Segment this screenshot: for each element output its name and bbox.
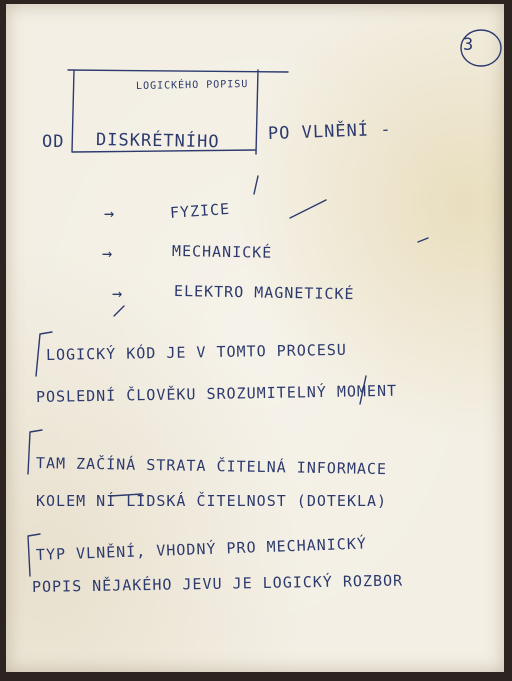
- header-suffix: PO VLNĚNÍ -: [267, 119, 392, 144]
- list-arrow-3: →: [112, 284, 124, 304]
- header-boxed-word: DISKRÉTNÍHO: [95, 130, 220, 153]
- handwritten-note-page: [6, 4, 504, 672]
- page-number: 3: [463, 35, 475, 55]
- stray-mark-3: [418, 238, 428, 242]
- ink-strokes: [6, 4, 504, 672]
- paragraph-2-line-2: KOLEM NÍ LIDSKÁ ČITELNOST (DOTEKLA): [36, 492, 388, 510]
- list-item-2: MECHANICKÉ: [171, 242, 273, 262]
- list-arrow-2: →: [102, 244, 114, 264]
- paragraph-2-line-1: TAM ZAČÍNÁ STRATA ČITELNÁ INFORMACE: [35, 454, 388, 479]
- list-arrow-1: →: [104, 204, 116, 224]
- stray-mark-4: [114, 306, 124, 316]
- header-annotation: LOGICKÉHO POPISU: [135, 79, 249, 92]
- stray-mark-2: [290, 200, 326, 218]
- paragraph-1-line-2: POSLEDNÍ ČLOVĚKU SROZUMITELNÝ MOMENT: [35, 381, 398, 406]
- header-prefix: OD: [42, 132, 65, 152]
- list-item-1: FYZICE: [169, 199, 231, 222]
- paragraph-1-line-1: LOGICKÝ KÓD JE V TOMTO PROCESU: [45, 340, 348, 364]
- paragraph-3-line-1: TYP VLNĚNÍ, VHODNÝ PRO MECHANICKÝ: [35, 534, 368, 564]
- stray-mark-1: [254, 176, 258, 194]
- list-item-3: ELEKTRO MAGNETICKÉ: [173, 282, 355, 304]
- paragraph-3-line-2: POPIS NĚJAKÉHO JEVU JE LOGICKÝ ROZBOR: [31, 571, 404, 596]
